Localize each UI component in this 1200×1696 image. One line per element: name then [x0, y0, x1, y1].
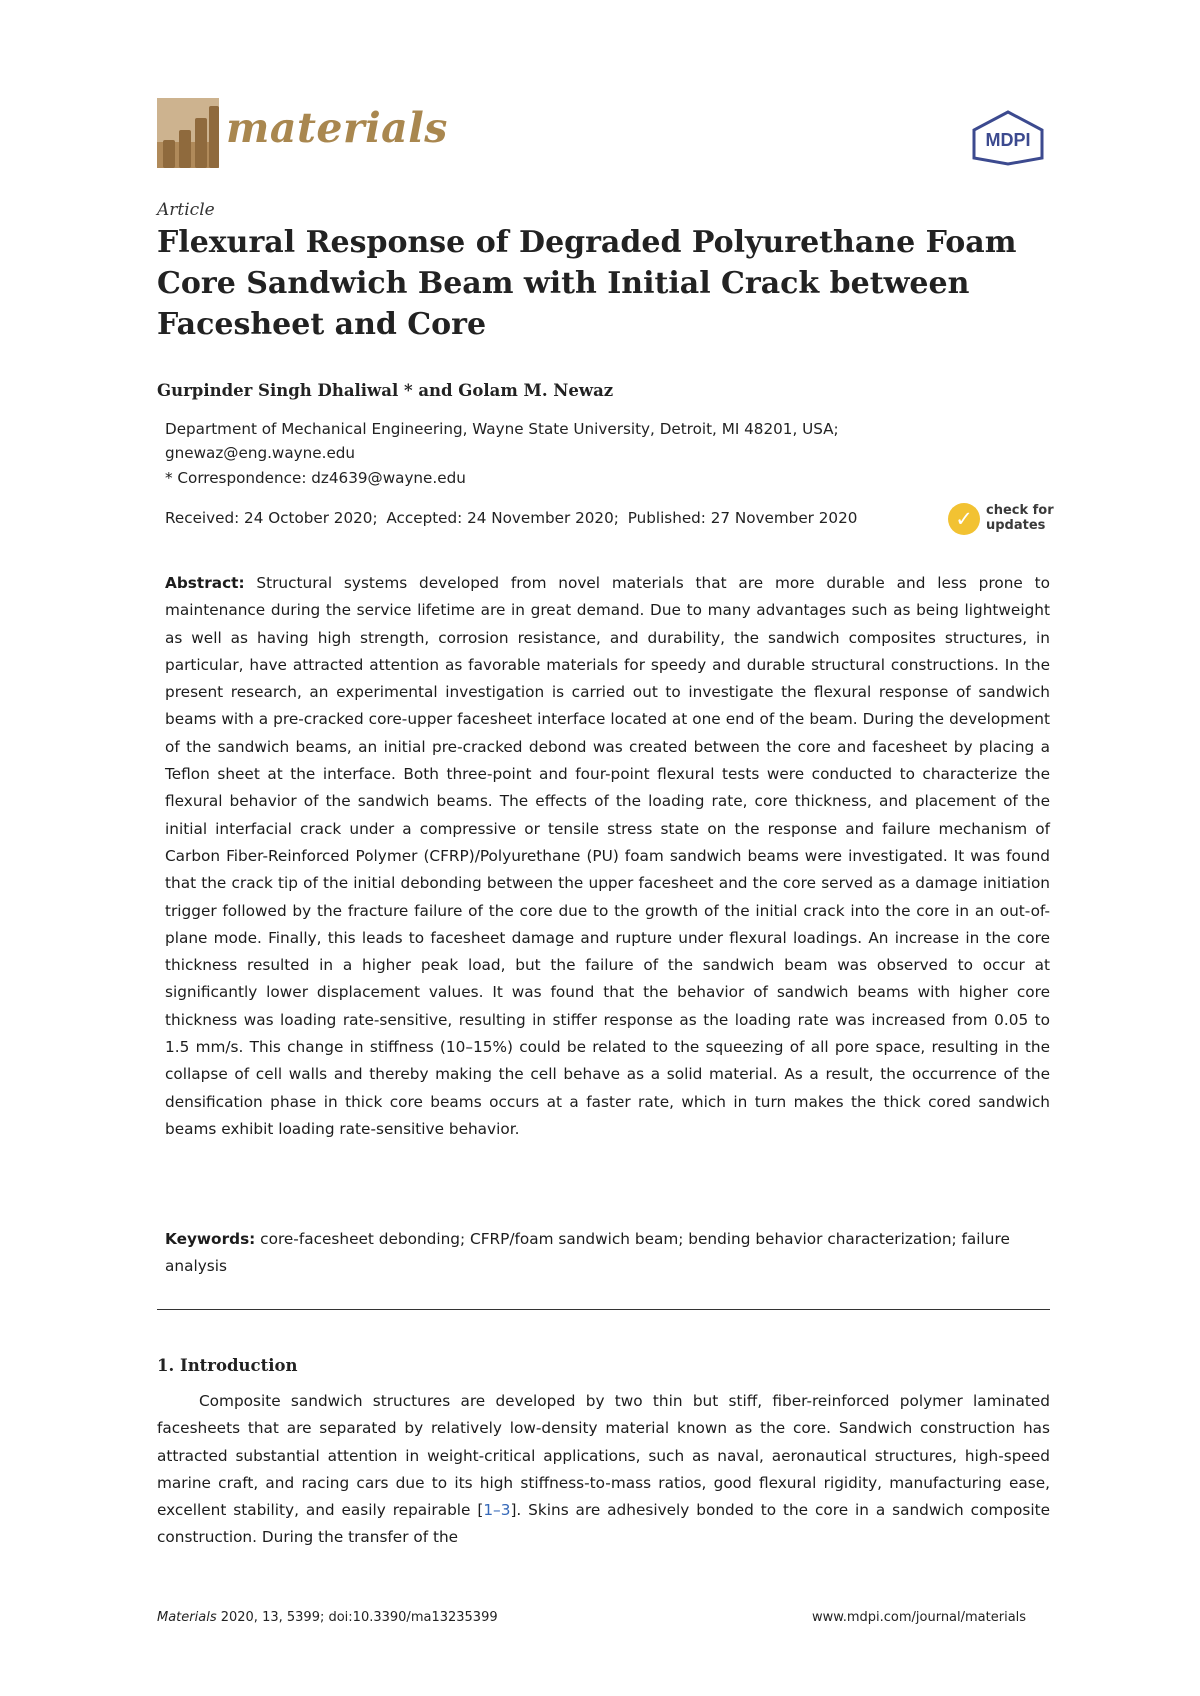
checkmark-icon: ✓ — [948, 503, 980, 535]
correspondence: * Correspondence: dz4639@wayne.edu — [165, 469, 466, 487]
footer-citation — [157, 1610, 498, 1625]
check-for-label: check for — [986, 503, 1054, 518]
author-list: Gurpinder Singh Dhaliwal * and Golam M. Newaz — [157, 381, 614, 400]
keywords-text: core-facesheet debonding; CFRP/foam sandwich beam; bending behavior characterization; failure analysis — [165, 1230, 1010, 1275]
journal-logo-icon — [157, 98, 219, 168]
author-email-link[interactable]: gnewaz@eng.wayne.edu — [165, 444, 356, 462]
section-divider — [157, 1309, 1050, 1310]
keywords-label: Keywords: — [165, 1230, 256, 1248]
intro-text: Composite sandwich structures are developed by two thin but stiff, fiber-reinforced polymer laminated facesheets that are separated by relatively low-density material known as the core. Sandwich construction has attracted substantial attention in weight-critical applications, such as naval, aeronautical structures, high-speed marine craft, and racing cars due to its high stiffness-to-mass ratios, good flexural rigidity, manufacturing ease, excellent stability, and easily repairable [ — [157, 1392, 1050, 1520]
publisher-name: MDPI — [985, 130, 1031, 150]
footer-doi: 2020, 13, 5399; doi:10.3390/ma13235399 — [216, 1610, 498, 1625]
journal-name: materials — [226, 104, 448, 152]
citation-link[interactable]: 1–3 — [483, 1501, 511, 1520]
mdpi-logo-icon — [968, 110, 1048, 166]
publication-dates — [165, 509, 861, 527]
intro-text-continued: ]. Skins are adhesively bonded to the core in a sandwich composite construction. During the transfer of the — [157, 1501, 1050, 1547]
published-date: Published: 27 November 2020 — [627, 509, 858, 527]
updates-label: updates — [986, 518, 1046, 533]
article-title: Flexural Response of Degraded Polyurethane Foam Core Sandwich Beam with Initial Crack between Facesheet and Core — [157, 225, 1017, 342]
check-for-updates-button[interactable] — [948, 501, 1058, 541]
footer-journal-name: Materials — [157, 1610, 217, 1625]
received-date: Received: 24 October 2020; — [165, 509, 378, 527]
abstract-text: Structural systems developed from novel materials that are more durable and less prone to maintenance during the service lifetime are in great demand. Due to many advantages such as being lightweight as well as having high strength, corrosion resistance, and durability, the sandwich composites structures, in particular, have attracted attention as favorable materials for speedy and durable structural constructions. In the present research, an experimental investigation is carried out to investigate the flexural response of sandwich beams with a pre-cracked core-upper facesheet interface located at one end of the beam. During the development of the sandwich beams, an initial pre-cracked debond was created between the core and facesheet by placing a Teflon sheet at the interface. Both three-point and four-point flexural tests were conducted to characterize the flexural behavior of the sandwich beams. The effects of the loading rate, core thickness, and placement of the initial interfacial crack under a compressive or tensile stress state on the response and failure mechanism of Carbon Fiber-Reinforced Polymer (CFRP)/Polyurethane (PU) foam sandwich beams were investigated. It was found that the crack tip of the initial debonding between the upper facesheet and the core served as a damage initiation trigger followed by the fracture failure of the core due to the growth of the initial crack into the core in an out-of-plane mode. Finally, this leads to facesheet damage and rupture under flexural loadings. An increase in the core thickness resulted in a higher peak load, but the failure of the sandwich beam was observed to occur at significantly lower displacement values. It was found that the behavior of sandwich beams with higher core thickness was loading rate-sensitive, resulting in stiffer response as the loading rate was increased from 0.05 to 1.5 mm/s. This change in stiffness (10–15%) could be related to the squeezing of all pore space, resulting in the collapse of cell walls and thereby making the cell behave as a solid material. As a result, the occurrence of the densification phase in thick core beams occurs at a faster rate, which in turn makes the thick cored sandwich beams exhibit loading rate-sensitive behavior. — [165, 574, 1050, 1138]
section-heading-introduction: 1. Introduction — [157, 1356, 298, 1375]
article-type: Article — [157, 200, 215, 220]
accepted-date: Accepted: 24 November 2020; — [386, 509, 619, 527]
introduction-paragraph — [157, 1388, 1050, 1552]
affiliation-line: Department of Mechanical Engineering, Wayne State University, Detroit, MI 48201, USA; — [165, 420, 839, 438]
abstract-label: Abstract: — [165, 574, 245, 592]
journal-url-link[interactable]: www.mdpi.com/journal/materials — [812, 1610, 1027, 1625]
abstract — [165, 570, 1050, 1143]
keywords — [165, 1226, 1050, 1280]
